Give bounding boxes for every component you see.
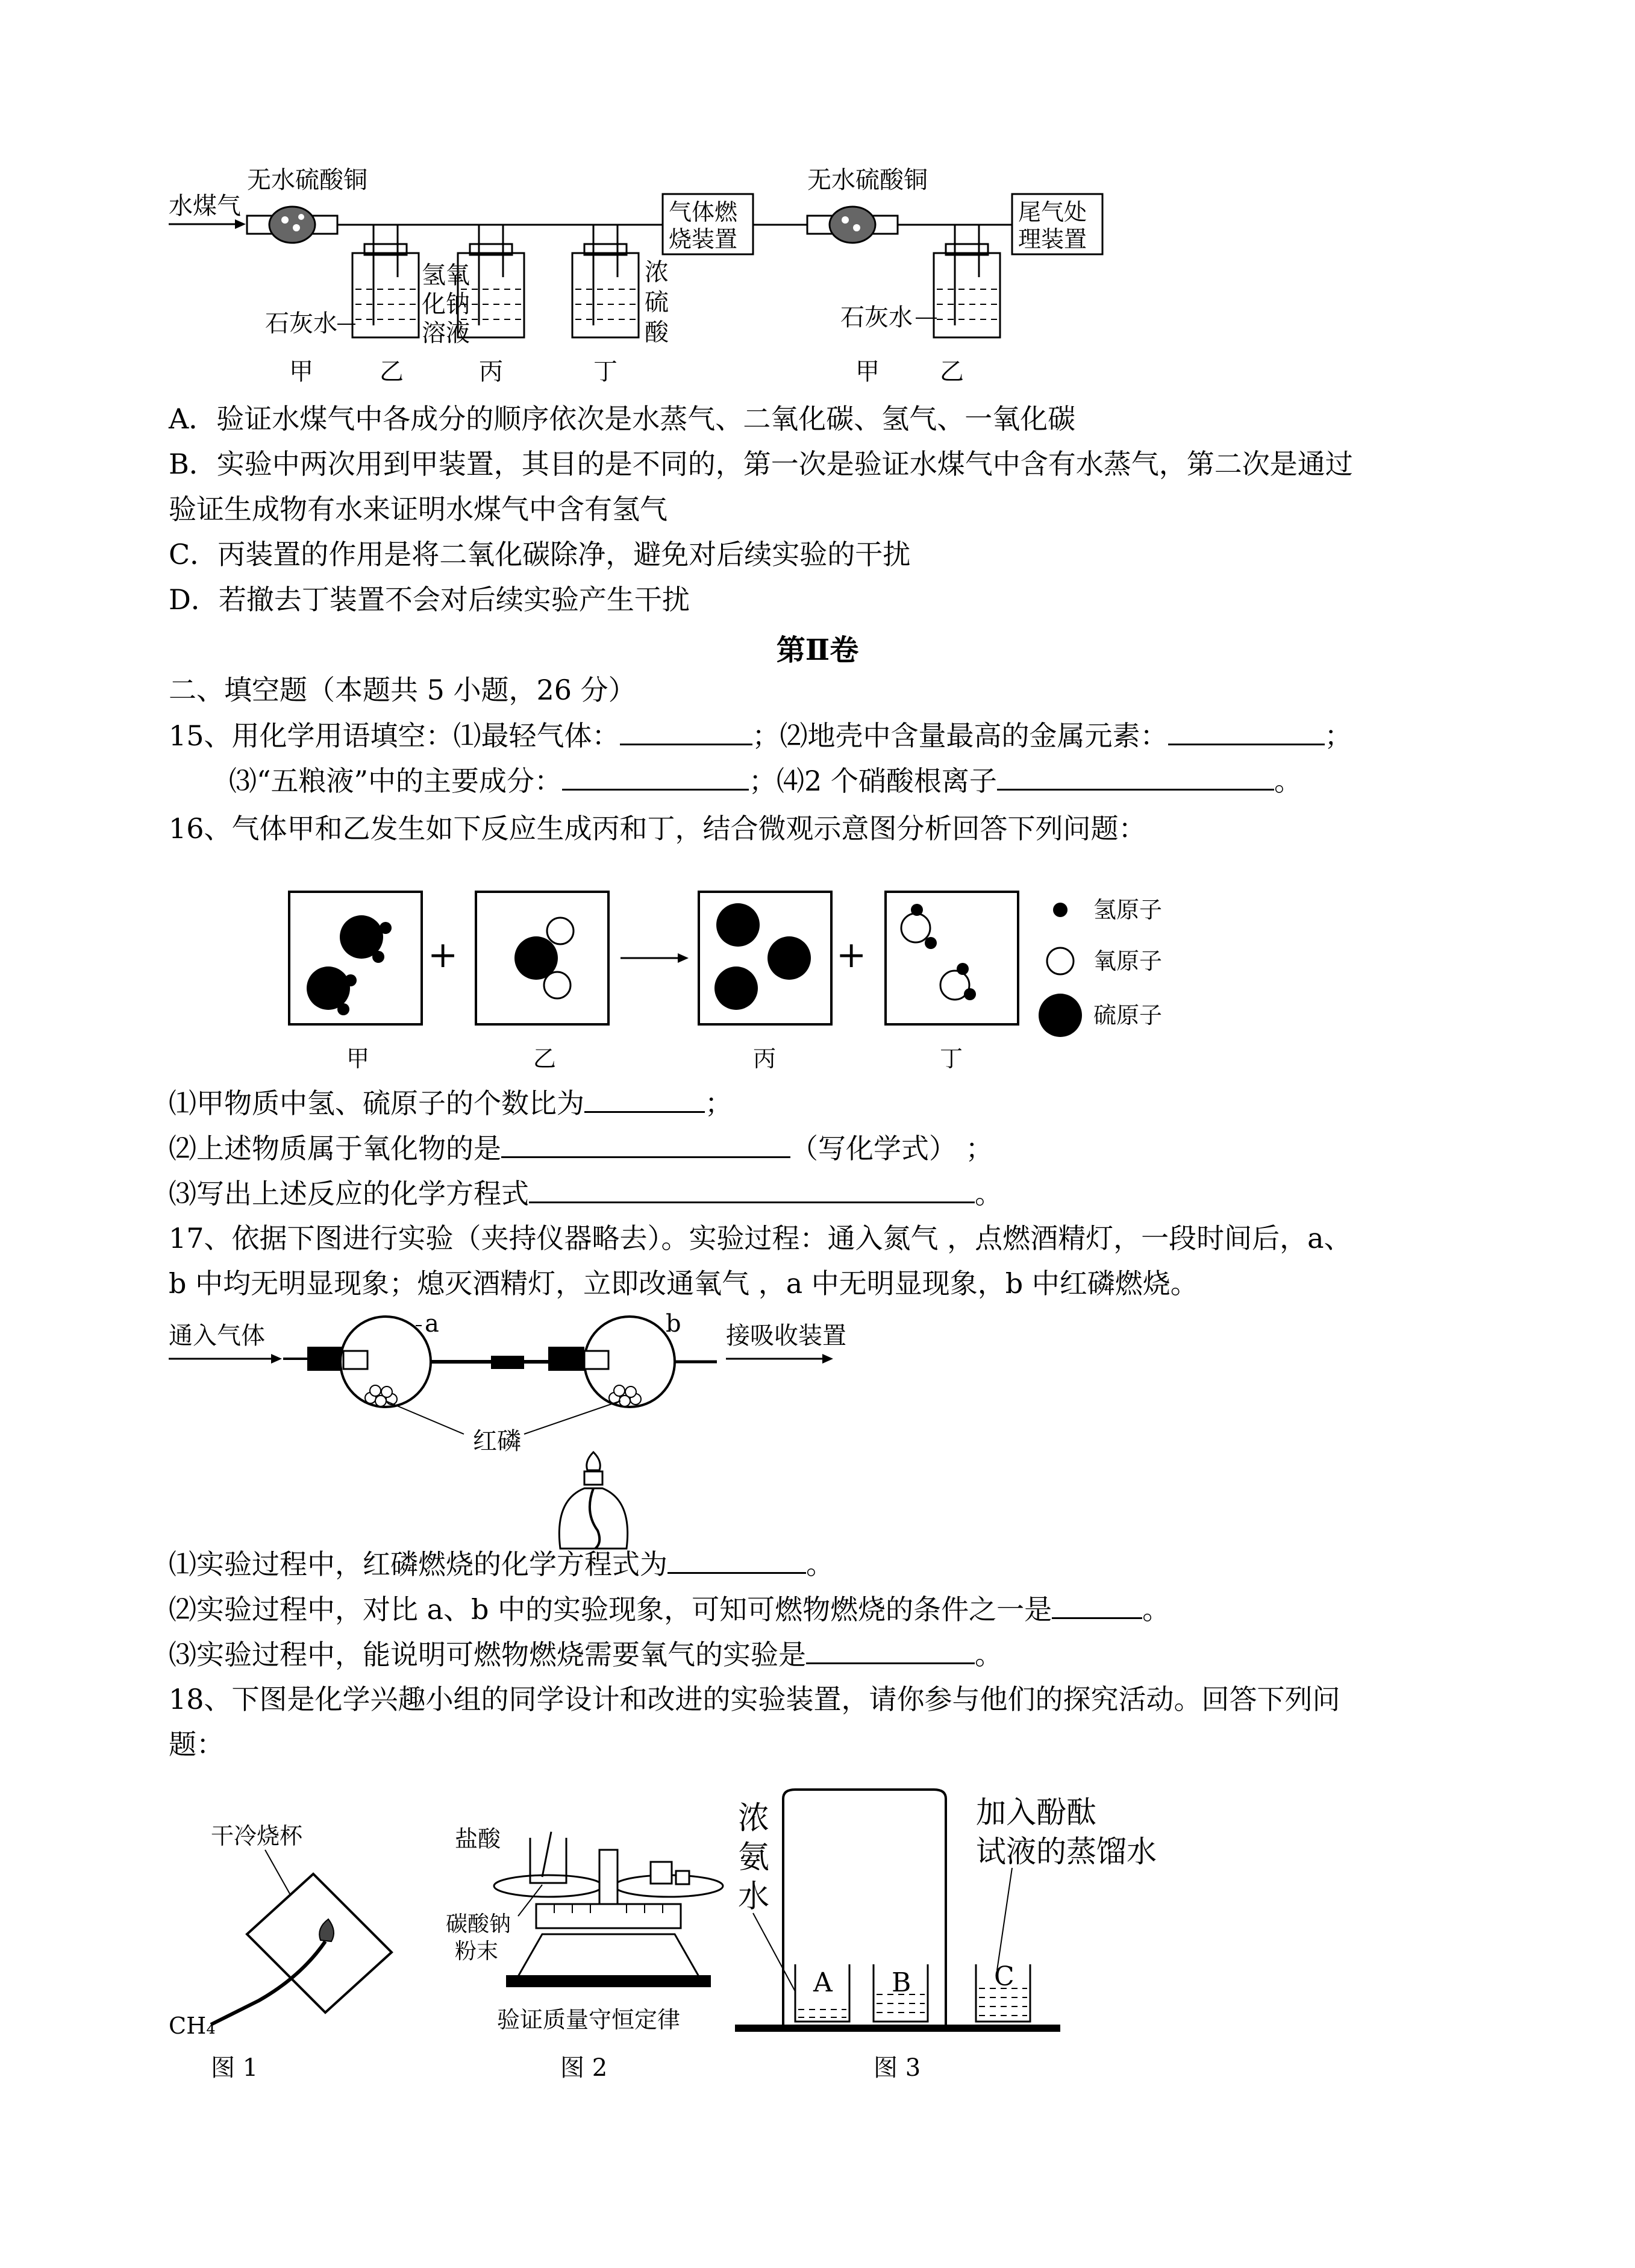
section-title: 第Ⅱ卷 xyxy=(776,633,859,667)
q15-line1-b: ；⑵地壳中含量最高的金属元素： xyxy=(752,719,1168,752)
gas-verification-apparatus xyxy=(157,157,1121,392)
inlet-label: 水煤气 xyxy=(169,192,241,220)
q15-line2 xyxy=(229,762,1302,799)
outlet-label: 接吸收装置 xyxy=(726,1322,846,1350)
q16-sub3-b: 。 xyxy=(975,1177,1002,1210)
fig3-beaker-b: B xyxy=(892,1967,911,1998)
bulb-a-label: a xyxy=(425,1310,439,1338)
fig2-hcl-label: 盐酸 xyxy=(455,1826,501,1852)
phosphorus-combustion-apparatus xyxy=(163,1308,886,1561)
q16-sub1 xyxy=(169,1085,733,1121)
q17-stem-1: 17、依据下图进行实验（夹持仪器略去）。实验过程：通入氮气 ，点燃酒精灯，一段时间后，a、 xyxy=(169,1222,1352,1255)
fig3-label-1: 加入酚酞 xyxy=(976,1795,1096,1830)
burner-label-line1: 气体燃 xyxy=(669,199,738,225)
option-c: C．丙装置的作用是将二氧化碳除净，避免对后续实验的干扰 xyxy=(169,538,911,571)
plus-2: + xyxy=(836,934,867,976)
box-label-3: 丙 xyxy=(753,1045,777,1072)
q17-sub3-b: 。 xyxy=(975,1638,1002,1671)
q15-line1-c: ； xyxy=(1324,719,1352,752)
q15-line2-a: ⑶“五粮液”中的主要成分： xyxy=(229,765,563,797)
tail-label-line1: 尾气处 xyxy=(1018,199,1087,225)
q15-line2-c: 。 xyxy=(1274,765,1302,797)
naoh-label-line2: 化钠 xyxy=(422,290,470,318)
q17-sub3-a: ⑶实验过程中，能说明可燃物燃烧需要氧气的实验是 xyxy=(169,1638,806,1671)
q17-sub1-a: ⑴实验过程中，红磷燃烧的化学方程式为 xyxy=(169,1548,667,1580)
q16-sub1-a: ⑴甲物质中氢、硫原子的个数比为 xyxy=(169,1087,584,1120)
q15-blank-3[interactable] xyxy=(562,762,749,791)
box-label-1: 甲 xyxy=(346,1045,370,1072)
q16-sub3-a: ⑶写出上述反应的化学方程式 xyxy=(169,1177,529,1210)
box-label-2: 乙 xyxy=(533,1045,557,1072)
q17-sub1 xyxy=(169,1546,834,1582)
tail-label-line2: 理装置 xyxy=(1018,226,1087,252)
fig3-beaker-c: C xyxy=(994,1961,1014,1992)
section-heading: 二、填空题（本题共 5 小题，26 分） xyxy=(169,674,636,706)
fig3-label-2: 试液的蒸馏水 xyxy=(976,1834,1157,1869)
figure-caption-2: 图 2 xyxy=(560,2054,608,2082)
device-label-6: 乙 xyxy=(940,358,964,386)
fig1-beaker-label: 干冷烧杯 xyxy=(211,1823,303,1849)
q17-sub2-a: ⑵实验过程中，对比 a、b 中的实验现象，可知可燃物燃烧的条件之一是 xyxy=(169,1593,1052,1626)
q15-line1 xyxy=(169,717,1352,754)
limewater-label-1: 石灰水 xyxy=(265,310,337,337)
q16-sub2-b: （写化学式） ； xyxy=(790,1132,993,1165)
molecule-reaction-diagram xyxy=(277,886,1241,1091)
fig3-ammonia-3: 水 xyxy=(738,1879,770,1915)
naoh-label-line3: 溶液 xyxy=(422,319,470,347)
device-label-2: 乙 xyxy=(380,358,404,386)
figure-2-mass-conservation xyxy=(446,1814,771,2037)
legend-oxygen: 氧原子 xyxy=(1093,948,1163,974)
legend-sulfur: 硫原子 xyxy=(1093,1002,1163,1029)
option-b: B．实验中两次用到甲装置，其目的是不同的，第一次是验证水煤气中含有水蒸气，第二次是通过 xyxy=(169,448,1353,480)
device-label-1: 甲 xyxy=(289,358,313,386)
q16-blank-3[interactable] xyxy=(529,1175,975,1203)
figure-3-molecular-motion xyxy=(729,1784,1157,2037)
q16-sub3 xyxy=(169,1175,1002,1212)
h2so4-label-line1: 浓 xyxy=(645,258,669,286)
limewater-label-2: 石灰水 xyxy=(840,304,913,331)
device-label-5: 甲 xyxy=(855,358,880,386)
q17-sub2-b: 。 xyxy=(1142,1593,1171,1626)
q18-stem-1: 18、下图是化学兴趣小组的同学设计和改进的实验装置，请你参与他们的探究活动。回答下列问 xyxy=(169,1683,1340,1715)
q16-sub1-b: ； xyxy=(705,1087,733,1120)
q17-sub3 xyxy=(169,1636,1002,1673)
legend-hydrogen: 氢原子 xyxy=(1093,897,1163,923)
phosphorus-label: 红磷 xyxy=(473,1427,521,1455)
inlet-gas-label: 通入气体 xyxy=(169,1322,265,1350)
q17-blank-3[interactable] xyxy=(806,1636,975,1664)
q17-sub1-b: 。 xyxy=(806,1548,834,1580)
q17-stem-2: b 中均无明显现象；熄灭酒精灯，立即改通氧气 ，a 中无明显现象，b 中红磷燃烧。 xyxy=(169,1267,1198,1300)
figure-caption-3: 图 3 xyxy=(874,2054,921,2082)
option-a: A．验证水煤气中各成分的顺序依次是水蒸气、二氧化碳、氢气、一氧化碳 xyxy=(169,403,1076,435)
q15-line2-b: ；⑷2 个硝酸根离子 xyxy=(749,765,997,797)
fig2-na2co3-label-1: 碳酸钠 xyxy=(446,1912,511,1937)
bulb-b-label: b xyxy=(666,1310,681,1338)
device-label-3: 丙 xyxy=(479,358,503,386)
plus-1: + xyxy=(428,934,458,976)
figure-caption-1: 图 1 xyxy=(211,2054,258,2082)
q16-sub2 xyxy=(169,1130,993,1167)
fig3-ammonia-1: 浓 xyxy=(738,1800,770,1837)
fig2-na2co3-label-2: 粉末 xyxy=(455,1939,499,1964)
fig3-ammonia-2: 氨 xyxy=(738,1840,770,1876)
q18-stem-2: 题： xyxy=(169,1728,224,1761)
q15-blank-4[interactable] xyxy=(997,762,1274,791)
fig1-gas-label: CH₄ xyxy=(169,2013,216,2039)
q15-blank-1[interactable] xyxy=(620,717,752,745)
cuso4-label-1: 无水硫酸铜 xyxy=(247,166,367,194)
q15-blank-2[interactable] xyxy=(1168,717,1325,745)
burner-label-line2: 烧装置 xyxy=(669,226,738,252)
option-b-cont: 验证生成物有水来证明水煤气中含有氢气 xyxy=(169,493,667,525)
naoh-label-line1: 氢氧 xyxy=(422,262,470,289)
fig3-beaker-a: A xyxy=(813,1967,833,1998)
q16-blank-1[interactable] xyxy=(584,1085,705,1113)
device-label-4: 丁 xyxy=(593,358,617,386)
h2so4-label-line3: 酸 xyxy=(645,319,669,346)
q17-blank-2[interactable] xyxy=(1052,1591,1142,1619)
q17-sub2 xyxy=(169,1591,1170,1627)
q16-stem: 16、气体甲和乙发生如下反应生成丙和丁，结合微观示意图分析回答下列问题： xyxy=(169,812,1146,845)
q16-blank-2[interactable] xyxy=(501,1130,790,1158)
q16-sub2-a: ⑵上述物质属于氧化物的是 xyxy=(169,1132,501,1165)
figure-1-methane-combustion xyxy=(163,1814,428,2037)
option-d: D．若撤去丁装置不会对后续实验产生干扰 xyxy=(169,583,690,616)
box-label-4: 丁 xyxy=(940,1045,963,1072)
cuso4-label-2: 无水硫酸铜 xyxy=(807,166,928,194)
q17-blank-1[interactable] xyxy=(667,1546,806,1574)
fig2-caption: 验证质量守恒定律 xyxy=(497,2006,681,2033)
q15-line1-a: 15、用化学用语填空：⑴最轻气体： xyxy=(169,719,620,752)
h2so4-label-line2: 硫 xyxy=(645,289,669,316)
